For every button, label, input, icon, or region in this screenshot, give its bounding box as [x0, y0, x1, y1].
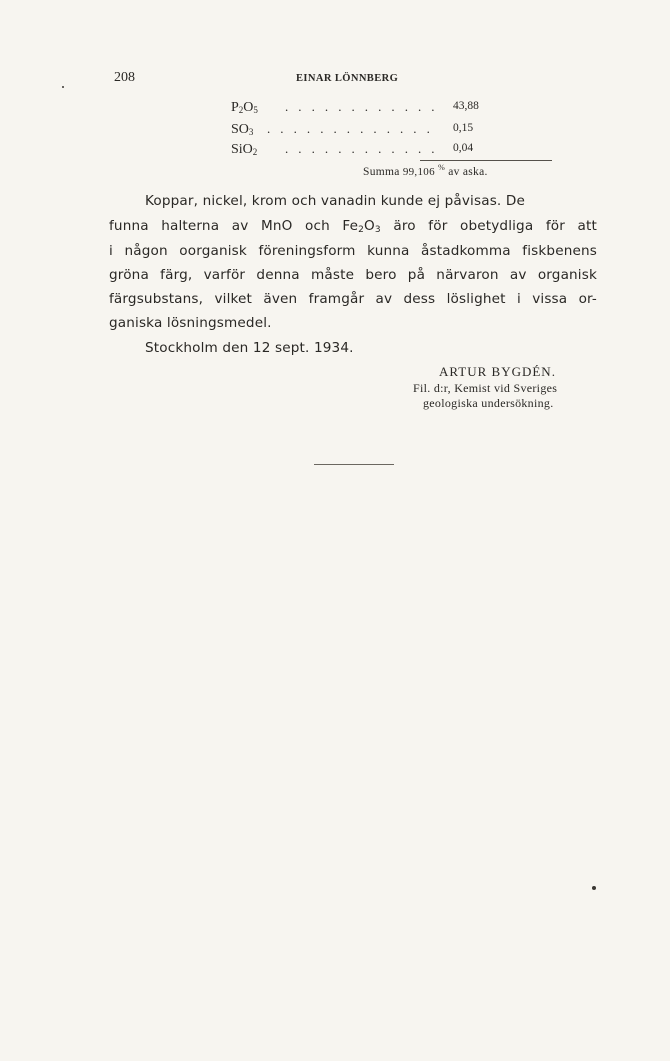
signature-name: ARTUR BYGDÉN. [439, 364, 556, 379]
total-line [363, 163, 488, 178]
paragraph-line: gröna färg, varför denna måste bero på närvaron av organisk [109, 267, 597, 283]
dot-leaders: . . . . . . . . . . . . [285, 99, 438, 114]
page-number: 208 [114, 70, 135, 85]
paragraph-line: Koppar, nickel, krom och vanadin kunde ej påvisas. De [145, 193, 525, 209]
dot-leaders: . . . . . . . . . . . . . [267, 121, 434, 136]
chemical-formula: SiO$_2$ [231, 142, 258, 157]
paragraph-line: ganiska lösningsmedel. [109, 315, 272, 331]
table-value: 43,88 [453, 100, 479, 112]
signature-affiliation: geologiska undersökning. [423, 396, 554, 410]
total-label: Summa [363, 165, 400, 178]
total-unit: % [438, 163, 446, 172]
paragraph-line: funna halterna av MnO och $Fe_2O_3$ äro för obetydliga för att [109, 218, 597, 235]
paragraph-line: i någon oorganisk föreningsform kunna åstadkomma fiskbenens [109, 243, 597, 259]
total-value: 99,106 [402, 165, 435, 178]
signature-title: Fil. d:r, Kemist vid Sveriges [413, 381, 558, 395]
print-speck [592, 886, 596, 890]
total-suffix: av aska. [448, 165, 488, 178]
sum-rule [420, 160, 552, 161]
print-speck [62, 86, 64, 88]
running-title: EINAR LÖNNBERG [296, 73, 399, 84]
chemical-formula: $SO_3$ [231, 122, 254, 137]
dot-leaders: . . . . . . . . . . . . [285, 141, 438, 156]
table-value: 0,04 [453, 142, 474, 154]
end-rule [314, 464, 394, 465]
dateline: Stockholm den 12 sept. 1934. [145, 340, 354, 356]
table-value: 0,15 [453, 122, 474, 134]
chemical-formula: $P_2O_5$ [231, 100, 258, 115]
paragraph-line: färgsubstans, vilket även framgår av dess löslighet i vissa or- [109, 291, 597, 307]
